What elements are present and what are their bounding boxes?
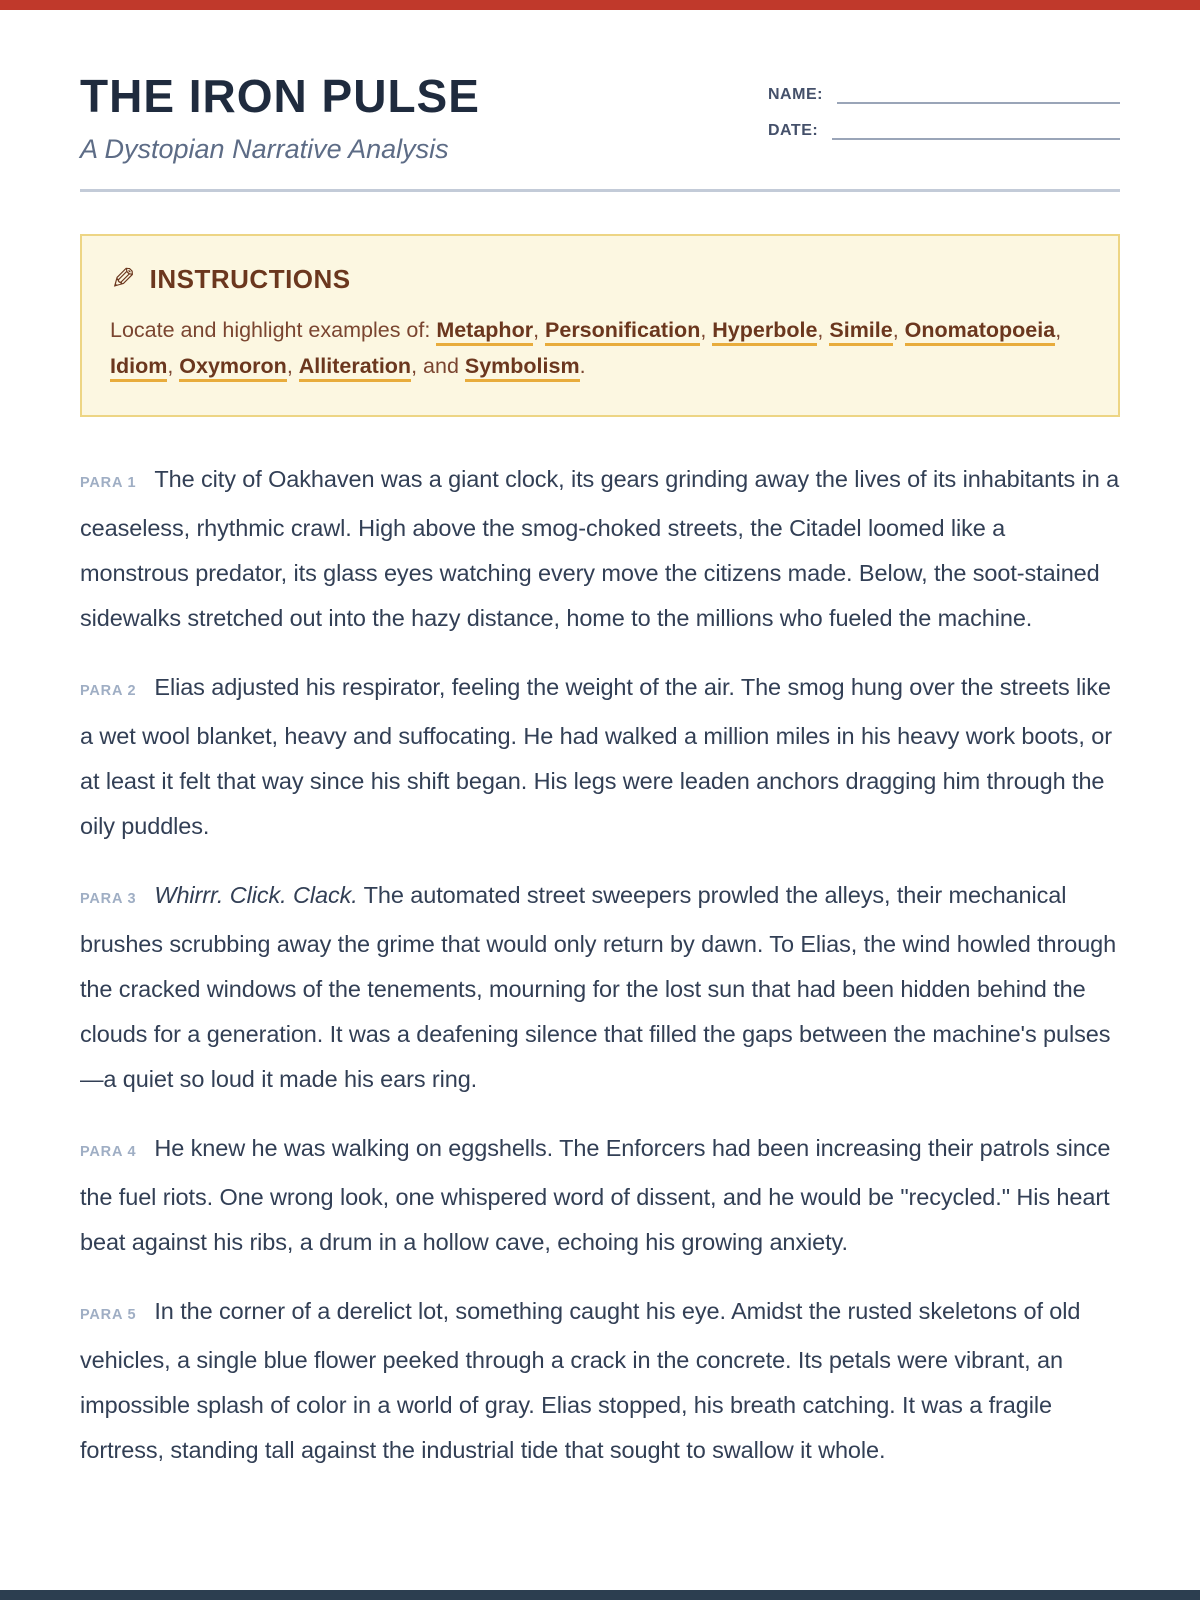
instructions-heading [110, 262, 1090, 297]
header [80, 0, 1120, 165]
name-field-row [768, 84, 1120, 104]
literary-device-term: Onomatopoeia [905, 318, 1056, 346]
text-segment: The automated street sweepers prowled the alleys, their mechanical brushes scrubbing away the grime that would only return by dawn. To Elias, the wind howled through the cracked windows of the tenements, mourning for the lost sun that had been hidden behind the clouds for a generation. It was a deafening silence that filled the gaps between the machine's pulses—a quiet so loud it made his ears ring. [80, 881, 1117, 1092]
text-segment: The city of Oakhaven was a giant clock, its gears grinding away the lives of its inhabitants in a ceaseless, rhythmic crawl. High above the smog-choked streets, the Citadel loomed like a monstrous predator, its glass eyes watching every move the citizens made. Below, the soot-stained sidewalks stretched out into the hazy distance, home to the millions who fueled the machine. [80, 465, 1120, 631]
text-segment: Whirrr. Click. Clack. [154, 881, 358, 908]
literary-device-term: Hyperbole [712, 318, 817, 346]
text-segment: , [892, 318, 905, 343]
literary-device-term: Idiom [110, 354, 167, 382]
name-label: NAME: [768, 86, 823, 103]
paragraph [80, 1289, 1120, 1473]
page-title: THE IRON PULSE [80, 70, 480, 122]
date-label: DATE: [768, 122, 819, 139]
date-field-row [768, 120, 1120, 140]
text-segment: Locate and highlight examples of: [110, 318, 437, 343]
name-date-block [768, 72, 1120, 165]
para-label: PARA 3 [80, 890, 137, 907]
instructions-text [110, 312, 1090, 384]
text-segment: Elias adjusted his respirator, feeling the weight of the air. The smog hung over the streets like a wet wool blanket, heavy and suffocating. He had walked a million miles in his heavy work boots, or at least it felt that way since his shift began. His legs were leaden anchors dragging him through the oily puddles. [80, 673, 1112, 839]
text-segment: , [167, 354, 180, 379]
text-segment: In the corner of a derelict lot, something caught his eye. Amidst the rusted skeletons of old vehicles, a single blue flower peeked through a crack in the concrete. Its petals were vibrant, an impossible splash of color in a world of gray. Elias stopped, his breath catching. It was a fragile fortress, standing tall against the industrial tide that sought to swallow it whole. [80, 1297, 1081, 1463]
name-blank-line [837, 84, 1120, 104]
paragraph [80, 873, 1120, 1102]
header-divider [80, 189, 1120, 192]
paragraph-list [80, 457, 1120, 1473]
text-segment: , and [411, 354, 465, 379]
instructions-box [80, 234, 1120, 416]
paragraph [80, 665, 1120, 849]
literary-device-term: Personification [545, 318, 700, 346]
text-segment: , [817, 318, 830, 343]
header-title-block [80, 72, 480, 165]
top-accent-bar [0, 0, 1200, 10]
para-label: PARA 4 [80, 1143, 137, 1160]
text-segment: , [533, 318, 546, 343]
date-blank-line [832, 120, 1120, 140]
literary-device-term: Metaphor [436, 318, 533, 346]
literary-device-term: Symbolism [465, 354, 580, 382]
pen-icon: ✎ [110, 263, 136, 297]
bottom-accent-bar [0, 1590, 1200, 1600]
para-label: PARA 1 [80, 474, 137, 491]
para-label: PARA 5 [80, 1306, 137, 1323]
text-segment: , [1055, 318, 1062, 343]
text-segment: , [286, 354, 299, 379]
literary-device-term: Alliteration [299, 354, 411, 382]
paragraph [80, 457, 1120, 641]
page-subtitle: A Dystopian Narrative Analysis [80, 134, 449, 165]
literary-device-term: Oxymoron [179, 354, 287, 382]
paragraph [80, 1126, 1120, 1265]
text-segment: , [700, 318, 713, 343]
para-label: PARA 2 [80, 682, 137, 699]
literary-device-term: Simile [829, 318, 892, 346]
instructions-title: INSTRUCTIONS [149, 264, 351, 295]
text-segment: He knew he was walking on eggshells. The Enforcers had been increasing their patrols since the fuel riots. One wrong look, one whispered word of dissent, and he would be "recycled." His heart beat against his ribs, a drum in a hollow cave, echoing his growing anxiety. [80, 1134, 1111, 1255]
text-segment: . [579, 354, 586, 379]
